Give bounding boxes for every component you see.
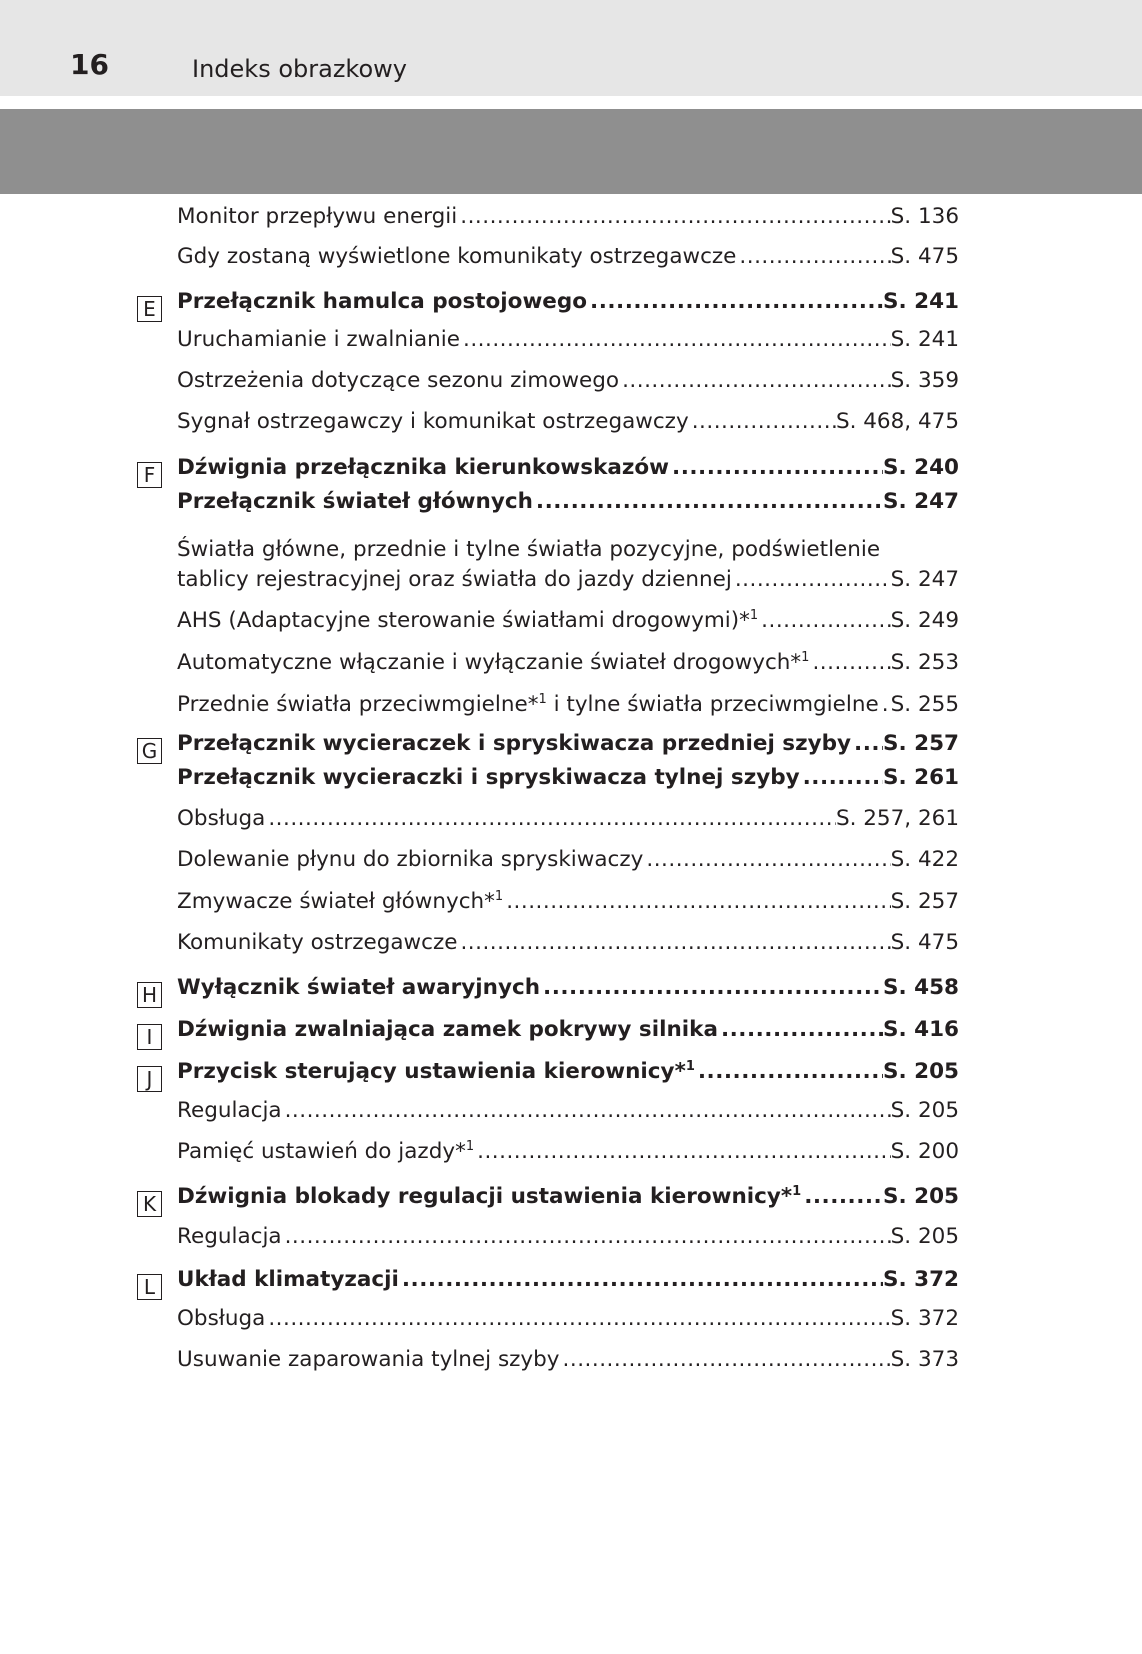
leader-dots: [721, 1015, 883, 1045]
entry-page: S. 372: [890, 1306, 959, 1331]
leader-dots: [506, 887, 890, 917]
entry-text: Pamięć ustawień do jazdy*: [177, 1139, 466, 1164]
entry-text: Uruchamianie i zwalnianie: [177, 327, 461, 352]
entry-text: Przełącznik wycieraczek i spryskiwacza przedniej szyby: [177, 731, 852, 756]
entry-text: Układ klimatyzacji: [177, 1267, 399, 1292]
index-entry: [177, 648, 959, 678]
entry-text: Przełącznik świateł głównych: [177, 489, 533, 514]
entry-page: S. 416: [882, 1017, 959, 1042]
entry-text: Przełącznik hamulca postojowego: [177, 289, 588, 314]
entry-text: Obsługa: [177, 1306, 266, 1331]
entry-text: Dźwignia blokady regulacji ustawienia kierownicy*: [177, 1184, 793, 1209]
entry-text: Obsługa: [177, 806, 266, 831]
entry-page: S. 257: [882, 731, 959, 756]
callout-letter-h: H: [137, 982, 162, 1008]
entry-page: S. 247: [890, 567, 959, 592]
leader-dots: [536, 487, 883, 517]
callout-letter-g: G: [137, 738, 162, 764]
entry-text: Komunikaty ostrzegawcze: [177, 930, 458, 955]
entry-page: S. 205: [882, 1059, 959, 1084]
index-entry: [177, 690, 959, 720]
leader-dots: [622, 366, 891, 396]
entry-page: S. 240: [882, 455, 959, 480]
entry-page: S. 422: [890, 847, 959, 872]
index-entry: [177, 1137, 959, 1167]
entry-text: Zmywacze świateł głównych*: [177, 889, 495, 914]
entry-text-line1: Światła główne, przednie i tylne światła pozycyjne, podświetlenie: [177, 537, 881, 562]
entry-text: Automatyczne włączanie i wyłączanie świateł drogowych*: [177, 650, 802, 675]
index-entry: [177, 325, 959, 355]
entry-text: Przycisk sterujący ustawienia kierownicy*: [177, 1059, 686, 1084]
index-entry-main: [177, 1182, 959, 1212]
leader-dots: [477, 1137, 891, 1167]
entry-text: tablicy rejestracyjnej oraz światła do jazdy dziennej: [177, 567, 732, 592]
leader-dots: [268, 804, 836, 834]
leader-dots: [692, 407, 836, 437]
index-entry-main: [177, 1265, 959, 1295]
leader-dots: [590, 287, 883, 317]
entry-page: S. 475: [890, 930, 959, 955]
leader-dots: [854, 729, 883, 759]
index-entry: [177, 535, 959, 595]
index-entry-main: [177, 487, 959, 517]
index-entry: [177, 242, 959, 272]
entry-text: Dźwignia przełącznika kierunkowskazów: [177, 455, 670, 480]
leader-dots: [646, 845, 890, 875]
entry-text: Przednie światła przeciwmgielne*: [177, 692, 539, 717]
index-entry-main: [177, 763, 959, 793]
entry-page: S. 475: [890, 244, 959, 269]
entry-text: Wyłącznik świateł awaryjnych: [177, 975, 541, 1000]
entry-page: S. 249: [890, 608, 959, 633]
entry-page: S. 359: [890, 368, 959, 393]
entry-text: Regulacja: [177, 1224, 282, 1249]
callout-letter-l: L: [137, 1274, 162, 1300]
leader-dots: [882, 690, 891, 720]
entry-page: S. 468, 475: [835, 409, 959, 434]
entry-text: Przełącznik wycieraczki i spryskiwacza tylnej szyby: [177, 765, 800, 790]
callout-letter-e: E: [137, 296, 162, 322]
leader-dots: [761, 606, 890, 636]
index-entry: [177, 1096, 959, 1126]
entry-page: S. 261: [882, 765, 959, 790]
callout-letter-i: I: [137, 1024, 162, 1050]
leader-dots: [735, 565, 891, 595]
index-entry: [177, 366, 959, 396]
entry-page: S. 205: [890, 1098, 959, 1123]
entry-page: S. 247: [882, 489, 959, 514]
footnote-mark: 1: [801, 650, 810, 665]
entry-text: Dolewanie płynu do zbiornika spryskiwaczy: [177, 847, 644, 872]
entry-page: S. 257, 261: [835, 806, 959, 831]
index-entry-main: [177, 1015, 959, 1045]
index-entry: [177, 1222, 959, 1252]
entry-page: S. 372: [882, 1267, 959, 1292]
entry-page: S. 200: [890, 1139, 959, 1164]
index-entry: [177, 1345, 959, 1375]
leader-dots: [803, 763, 883, 793]
footnote-mark: 1: [685, 1059, 695, 1074]
leader-dots: [285, 1096, 891, 1126]
entry-text: Dźwignia zwalniająca zamek pokrywy silnika: [177, 1017, 718, 1042]
index-entry-main: [177, 453, 959, 483]
entry-page: S. 373: [890, 1347, 959, 1372]
leader-dots: [402, 1265, 883, 1295]
entry-page: S. 205: [890, 1224, 959, 1249]
leader-dots: [463, 325, 891, 355]
entry-text-continued: i tylne światła przeciwmgielne: [546, 692, 879, 717]
entry-page: S. 257: [890, 889, 959, 914]
leader-dots: [543, 973, 883, 1003]
entry-text: Regulacja: [177, 1098, 282, 1123]
leader-dots: [672, 453, 883, 483]
leader-dots: [698, 1057, 883, 1087]
footnote-mark: 1: [538, 692, 547, 707]
leader-dots: [268, 1304, 890, 1334]
leader-dots: [739, 242, 890, 272]
callout-letter-f: F: [137, 462, 162, 488]
footnote-mark: 1: [792, 1184, 802, 1199]
index-entry: [177, 928, 959, 958]
leader-dots: [460, 202, 890, 232]
index-entry: [177, 1304, 959, 1334]
index-entry: [177, 606, 959, 636]
index-entry: [177, 407, 959, 437]
entry-text: Sygnał ostrzegawczy i komunikat ostrzegawczy: [177, 409, 689, 434]
leader-dots: [285, 1222, 891, 1252]
entry-page: S. 253: [890, 650, 959, 675]
entry-page: S. 458: [882, 975, 959, 1000]
entry-page: S. 255: [890, 692, 959, 717]
entry-page: S. 241: [882, 289, 959, 314]
index-entry: [177, 804, 959, 834]
page-number: 16: [70, 48, 109, 81]
entry-page: S. 241: [890, 327, 959, 352]
page-title: Indeks obrazkowy: [192, 55, 407, 83]
entry-text: AHS (Adaptacyjne sterowanie światłami drogowymi)*: [177, 608, 750, 633]
index-entry: [177, 202, 959, 232]
leader-dots: [460, 928, 890, 958]
footnote-mark: 1: [465, 1139, 475, 1154]
leader-dots: [804, 1182, 883, 1212]
leader-dots: [812, 648, 890, 678]
index-entry-main: [177, 729, 959, 759]
leader-dots: [563, 1345, 891, 1375]
index-entry-main: [177, 287, 959, 317]
index-entry-main: [177, 973, 959, 1003]
entry-text: Monitor przepływu energii: [177, 204, 458, 229]
entry-text: Usuwanie zaparowania tylnej szyby: [177, 1347, 560, 1372]
entry-page: S. 205: [882, 1184, 959, 1209]
index-entry: [177, 887, 959, 917]
callout-letter-j: J: [137, 1066, 162, 1092]
entry-text: Ostrzeżenia dotyczące sezonu zimowego: [177, 368, 620, 393]
index-entry: [177, 845, 959, 875]
index-entry-main: [177, 1057, 959, 1087]
entry-text: Gdy zostaną wyświetlone komunikaty ostrzegawcze: [177, 244, 737, 269]
entry-page: S. 136: [890, 204, 959, 229]
footnote-mark: 1: [749, 608, 759, 623]
callout-letter-k: K: [137, 1191, 162, 1217]
footnote-mark: 1: [494, 889, 504, 904]
